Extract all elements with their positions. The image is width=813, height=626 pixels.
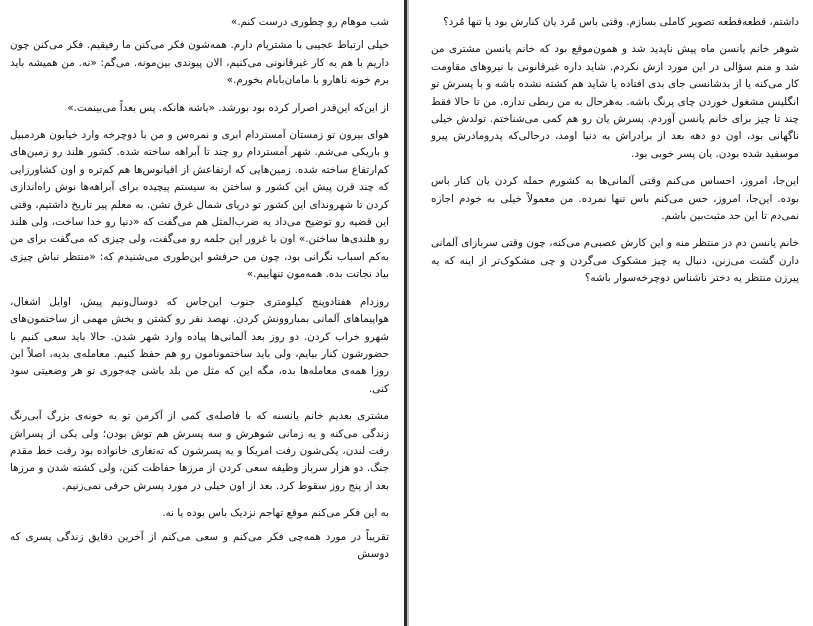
right-paragraph-4: خانم یانسن دم در منتظر منه و این کارش عصبی‌م می‌کنه، چون وقتی سربازای آلمانی دارن گشت می‌زنن، دنبال یه چیز مشکوک می‌گردن و چی مشکوک‌تر از اینه که یه پیرزن منتظر یه دختر ناشناس دوچرخه‌سوار باشه؟: [431, 237, 799, 285]
right-paragraph-1: داشتم، قطعه‌قطعه تصویر کاملی بسازم. وقتی باس مُرد یان کنارش بود یا تنها مُرد؟: [443, 16, 799, 28]
right-page: [409, 0, 813, 626]
left-paragraph-2: خیلی ارتباط عجیبی با مشتریام دارم. همه‌شون فکر می‌کنن ما رفیقیم. فکر می‌کنن چون داریم با هم یه کار غیرقانونی می‌کنیم، الان پیوندی بین‌مونه. می‌گم: «نه. من همیشه باید برم خونه ناهارو با مامان‌بابام بخورم.»: [10, 39, 389, 87]
left-paragraph-6: مشتری بعدیم خانم یانسنه که با فاصله‌ی کمی از آکرمن تو یه خونه‌ی بزرگ آبی‌رنگ زندگی می‌کنه و یه زمانی شوهرش و سه پسرش هم توش بودن؛ ولی یکی از پسراش رفت لندن، یکی‌شون رفت امریکا و یه پسرشون که ته‌تغاری خانواده بود رفت خط مقدم جنگ. دو هزار سرباز وظیفه سعی کردن از مرزها حفاظت کنن، ولی کشته شدن و مرزها بعد از پنج روز سقوط کرد. بعد از اون خیلی در مورد پسرش حرفی نمی‌زنیم.: [10, 410, 389, 492]
left-paragraph-4: هوای بیرون تو زمستان آمستردام ابری و نمره‌س و من با دوچرخه وارد خیابون هردمبیل و باریکی می‌شم. شهر آمستردام رو چند تا آبراهه ساخته شده. کشور هلند رو زمین‌های کم‌ارتفاع ساخته شده. زمین‌هایی که ارتفاعش از اقیانوس‌ها هم کم‌تره و اون کشاورزایی که چند قرن پیش این کشور و ساختن به سیستم پیچیده برای آبراهه‌ها نوش راه‌اندازی کردن تا شهروندای این کشور تو دریای شمال غرق نشن. به معلم پیر تاریخ داشتیم، وقتی این قضیه رو توضیح می‌داد یه ضرب‌المثل هم می‌گفت که «دنیا رو خدا ساخت، ولی هلند رو هلندی‌ها ساختن.» اون با غرور این جلمه رو می‌گفت، ولی چیزی که می‌گفت برای من به‌کم اسباب نگرانی بود، چون من حرفشو این‌طوری می‌شنیدم که: «منتظر نباش چیزی بیاد نجاتت بده. همه‌مون تنهاییم.»: [10, 129, 389, 281]
left-paragraph-1: شب موهام رو چطوری درست کنم.»: [230, 16, 389, 28]
left-paragraph-7: به این فکر می‌کنم موقع تهاجم نزدیک باس بوده یا نه.: [162, 507, 389, 520]
left-paragraph-8: تقریباً در مورد همه‌چی فکر می‌کنم و سعی می‌کنم از آخرین دقایق زندگی پسری که دوسش: [10, 530, 389, 560]
left-paragraph-5: روزدام هفتادوپنج کیلومتری جنوب این‌جاس که دوسال‌ونیم پیش، اوایل اشغال، هواپیماهای آلمانی بمباروونش کردن. نهصد نفر رو کشتن و بخش مهمی از ساختمون‌های شهرو خراب کردن. دو روز بعد آلمانی‌ها پیاده وارد شهر شدن. حالا باید سعی کنیم با حضورشون کنار بیایم، ولی باید ساختمونامون رو هم حفظ کنیم. معامله‌ی بدیه، اصلاً این روزا همه‌ی معامله‌ها بده، مگه این که مثل من بلد باشی چه‌جوری تو هر وضعیتی سود کنی.: [10, 295, 389, 395]
left-page: [0, 0, 403, 626]
right-paragraph-2: شوهر خانم یانسن ماه پیش ناپدید شد و همون‌موقع بود که خانم یانسن مشتری من شد و منم سؤالی در این مورد ازش نکردم. شاید داره غیرقانونی با نیروهای مقاومت کار می‌کنه یا از بدشانسی جای بدی افتاده یا شاید هم کشته نشده باشه و با پسرش تو انگلیس مشغول خوردن چای پرنگ باشه. به‌هرحال به من ربطی نداره. من تا حالا فقط چند تا چیز برای خانم یانسن آوردم. پسرش یان رو هم کمی می‌شناختم. تولدش خیلی ناگهانی بود، اون دو دهه بعد از برادراش به دنیا اومد، درحالی‌که پدرومادرش پیرو موسفید شده بودن. یان پسر خوبی بود.: [431, 43, 799, 160]
left-paragraph-3: از این‌که این‌قدر اصرار کرده بود بورشد. «باشه هانکه. پس بعداً می‌بینمت.»: [67, 101, 389, 114]
right-paragraph-3: این‌جا، امروز، احساس می‌کنم وقتی آلمانی‌ها به کشورم حمله کردن یان کنار باس بوده. این‌جا، امروز، حس می‌کنم باس تنها نمرده. من معمولاً خیلی به خودم اجازه نمی‌دم تا این حد مثبت‌بین باشم.: [431, 175, 799, 223]
